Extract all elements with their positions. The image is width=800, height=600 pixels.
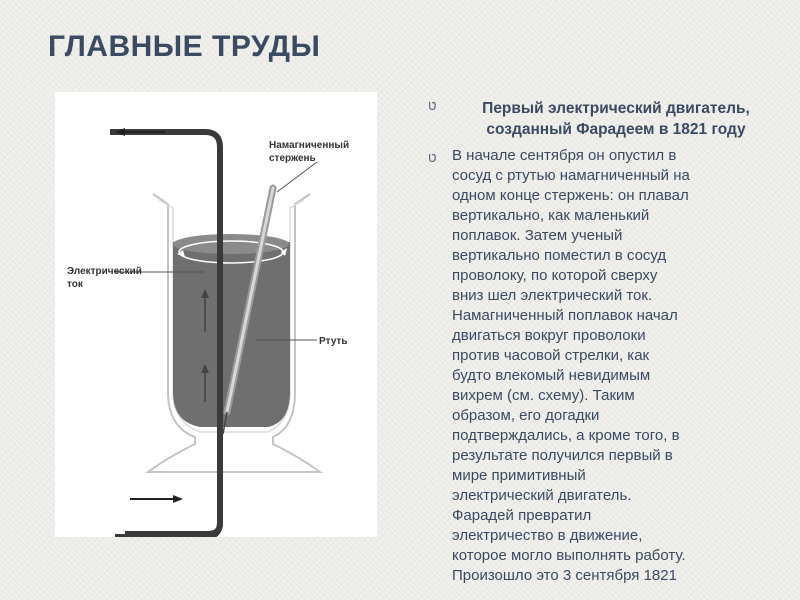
bottom-arrow-head	[173, 495, 183, 503]
current-label-line1: Электрический	[67, 266, 142, 277]
body-item	[428, 146, 780, 586]
current-label	[67, 266, 145, 290]
rod-label	[269, 140, 352, 164]
subheading-item	[428, 98, 780, 140]
body-paragraph: В начале сентября он опустил в сосуд с ртутью намагниченный на одном конце стержень: он плавал вертикально, как маленький поплавок. Затем ученый вертикально поместил в сосуд проволоку, по которой сверху вниз шел электрический ток. Намагниченный поплавок начал двигаться вокруг проволоки против часовой стрелки, как будто влекомый невидимым вихрем (см. схему). Таким образом, его догадки подтверждались, а кроме того, в результате получился первый в мире примитивный электрический двигатель. Фарадей превратил электричество в движение, которое могло выполнять работу. Произошло это 3 сентября 1821	[452, 147, 690, 584]
motor-diagram-svg	[55, 92, 377, 537]
bullet-icon: ט	[428, 98, 437, 113]
current-label-line2: ток	[67, 279, 83, 290]
wire-bottom	[125, 472, 220, 534]
rod-label-line1: Намагниченный	[269, 140, 350, 151]
bullet-icon: ט	[428, 150, 437, 165]
slide-title: ГЛАВНЫЕ ТРУДЫ	[48, 30, 321, 63]
motor-diagram	[55, 92, 377, 537]
mercury-surface	[173, 234, 289, 254]
rod-label-line2: стержень	[269, 153, 316, 164]
text-content	[428, 98, 780, 586]
subheading: Первый электрический двигатель, созданный Фарадеем в 1821 году	[482, 100, 750, 138]
mercury-label: Ртуть	[319, 336, 348, 347]
rod-callout-line	[277, 162, 317, 192]
